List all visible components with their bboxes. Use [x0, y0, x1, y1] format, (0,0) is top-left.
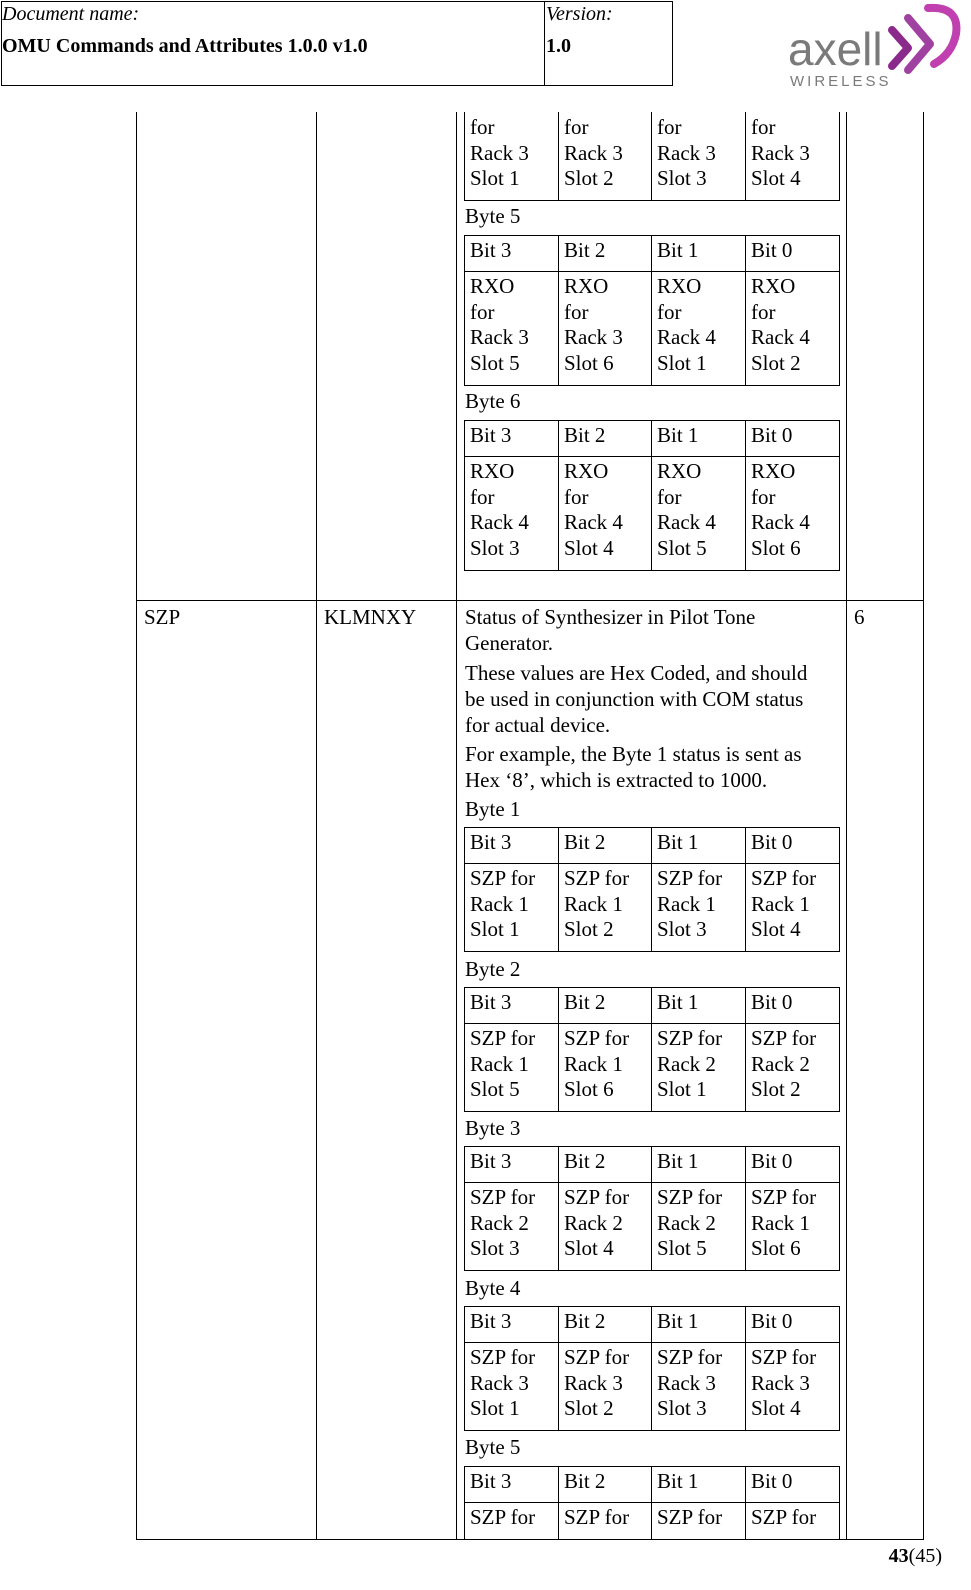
rxo-bit-value-cell: RXO for Rack 4 Slot 3 — [470, 459, 529, 560]
page-number — [889, 1545, 942, 1568]
rxo-bit-value-cell: RXO for Rack 3 Slot 6 — [564, 274, 623, 375]
rxo-bit-header-cell: Bit 3 — [470, 423, 512, 447]
rxo-continuation-cell: for Rack 3 Slot 3 — [657, 115, 716, 190]
rxo-bit-header-cell: Bit 3 — [470, 238, 512, 262]
szp-bit-value-cell: SZP for Rack 3 Slot 1 — [470, 1345, 536, 1420]
document-name-label: Document name: — [2, 3, 140, 25]
szp-bit-value-cell: SZP for — [564, 1505, 630, 1529]
rxo-bit-header-cell: Bit 1 — [657, 423, 699, 447]
page-total: (45) — [908, 1545, 942, 1567]
szp-bit-value-cell: SZP for Rack 2 Slot 3 — [470, 1185, 536, 1260]
rxo-bit-header-cell: Bit 0 — [751, 423, 793, 447]
rxo-bit-value-cell: RXO for Rack 4 Slot 5 — [657, 459, 716, 560]
rxo-continuation-cell: for Rack 3 Slot 2 — [564, 115, 623, 190]
version-box — [544, 1, 673, 86]
length-szp: 6 — [854, 605, 865, 629]
rxo-bit-value-cell: RXO for Rack 4 Slot 4 — [564, 459, 623, 560]
szp-bit-header-cell: Bit 2 — [564, 1469, 606, 1493]
szp-bit-value-cell: SZP for — [470, 1505, 536, 1529]
szp-bit-header-cell: Bit 0 — [751, 1149, 793, 1173]
szp-bit-header-cell: Bit 1 — [657, 1149, 699, 1173]
axell-wireless-logo — [788, 0, 963, 92]
szp-byte-label: Byte 3 — [465, 1116, 521, 1140]
szp-byte-label: Byte 5 — [465, 1435, 521, 1459]
rxo-continuation-cell: for Rack 3 Slot 4 — [751, 115, 810, 190]
szp-bit-header-cell: Bit 0 — [751, 830, 793, 854]
szp-bit-header-cell: Bit 3 — [470, 990, 512, 1014]
szp-bit-value-cell: SZP for Rack 3 Slot 4 — [751, 1345, 817, 1420]
szp-bit-header-cell: Bit 2 — [564, 1309, 606, 1333]
version-value: 1.0 — [546, 35, 571, 57]
szp-description-2: These values are Hex Coded, and should be used in conjunction with COM status for actual device. — [465, 661, 808, 737]
page-current: 43 — [888, 1545, 909, 1567]
szp-bit-value-cell: SZP for — [657, 1505, 723, 1529]
szp-bit-value-cell: SZP for Rack 1 Slot 3 — [657, 866, 723, 941]
rxo-bit-header-cell: Bit 2 — [564, 423, 606, 447]
document-name-value: OMU Commands and Attributes 1.0.0 v1.0 — [2, 35, 368, 57]
szp-bit-header-cell: Bit 3 — [470, 1469, 512, 1493]
szp-bit-value-cell: SZP for Rack 1 Slot 1 — [470, 866, 536, 941]
rxo-bit-header-cell: Bit 1 — [657, 238, 699, 262]
szp-description-1: Status of Synthesizer in Pilot Tone Generator. — [465, 605, 756, 655]
szp-bit-header-cell: Bit 0 — [751, 1309, 793, 1333]
rxo-byte-label: Byte 5 — [465, 204, 521, 228]
rxo-bit-value-cell: RXO for Rack 4 Slot 2 — [751, 274, 810, 375]
szp-bit-value-cell: SZP for — [751, 1505, 817, 1529]
szp-bit-header-cell: Bit 3 — [470, 830, 512, 854]
szp-byte-label: Byte 4 — [465, 1276, 521, 1300]
rxo-continuation-cell: for Rack 3 Slot 1 — [470, 115, 529, 190]
szp-bit-header-cell: Bit 2 — [564, 1149, 606, 1173]
rxo-bit-value-cell: RXO for Rack 4 Slot 1 — [657, 274, 716, 375]
szp-bit-value-cell: SZP for Rack 2 Slot 5 — [657, 1185, 723, 1260]
szp-bit-value-cell: SZP for Rack 1 Slot 6 — [751, 1185, 817, 1260]
logo-sub-text: WIRELESS — [790, 73, 892, 90]
szp-bit-header-cell: Bit 2 — [564, 830, 606, 854]
rxo-bit-value-cell: RXO for Rack 3 Slot 5 — [470, 274, 529, 375]
szp-byte-label: Byte 1 — [465, 797, 521, 821]
szp-bit-header-cell: Bit 1 — [657, 1469, 699, 1493]
format-szp: KLMNXY — [324, 605, 417, 629]
version-label: Version: — [546, 3, 613, 25]
rxo-bit-header-cell: Bit 2 — [564, 238, 606, 262]
szp-bit-header-cell: Bit 0 — [751, 990, 793, 1014]
szp-bit-value-cell: SZP for Rack 3 Slot 2 — [564, 1345, 630, 1420]
szp-bit-header-cell: Bit 3 — [470, 1149, 512, 1173]
szp-bit-value-cell: SZP for Rack 2 Slot 2 — [751, 1026, 817, 1101]
szp-bit-value-cell: SZP for Rack 1 Slot 2 — [564, 866, 630, 941]
szp-bit-header-cell: Bit 2 — [564, 990, 606, 1014]
szp-bit-value-cell: SZP for Rack 2 Slot 1 — [657, 1026, 723, 1101]
szp-bit-header-cell: Bit 1 — [657, 830, 699, 854]
szp-bit-value-cell: SZP for Rack 2 Slot 4 — [564, 1185, 630, 1260]
szp-bit-value-cell: SZP for Rack 1 Slot 4 — [751, 866, 817, 941]
rxo-byte-label: Byte 6 — [465, 389, 521, 413]
szp-bit-header-cell: Bit 0 — [751, 1469, 793, 1493]
szp-bit-value-cell: SZP for Rack 3 Slot 3 — [657, 1345, 723, 1420]
szp-bit-header-cell: Bit 1 — [657, 1309, 699, 1333]
logo-brand-text: axell — [788, 23, 883, 75]
szp-bit-value-cell: SZP for Rack 1 Slot 6 — [564, 1026, 630, 1101]
command-szp: SZP — [144, 605, 181, 629]
szp-bit-header-cell: Bit 1 — [657, 990, 699, 1014]
szp-bit-value-cell: SZP for Rack 1 Slot 5 — [470, 1026, 536, 1101]
document-name-box — [1, 1, 545, 86]
rxo-bit-header-cell: Bit 0 — [751, 238, 793, 262]
rxo-bit-value-cell: RXO for Rack 4 Slot 6 — [751, 459, 810, 560]
szp-byte-label: Byte 2 — [465, 957, 521, 981]
szp-bit-header-cell: Bit 3 — [470, 1309, 512, 1333]
szp-description-3: For example, the Byte 1 status is sent as Hex ‘8’, which is extracted to 1000. — [465, 742, 802, 792]
